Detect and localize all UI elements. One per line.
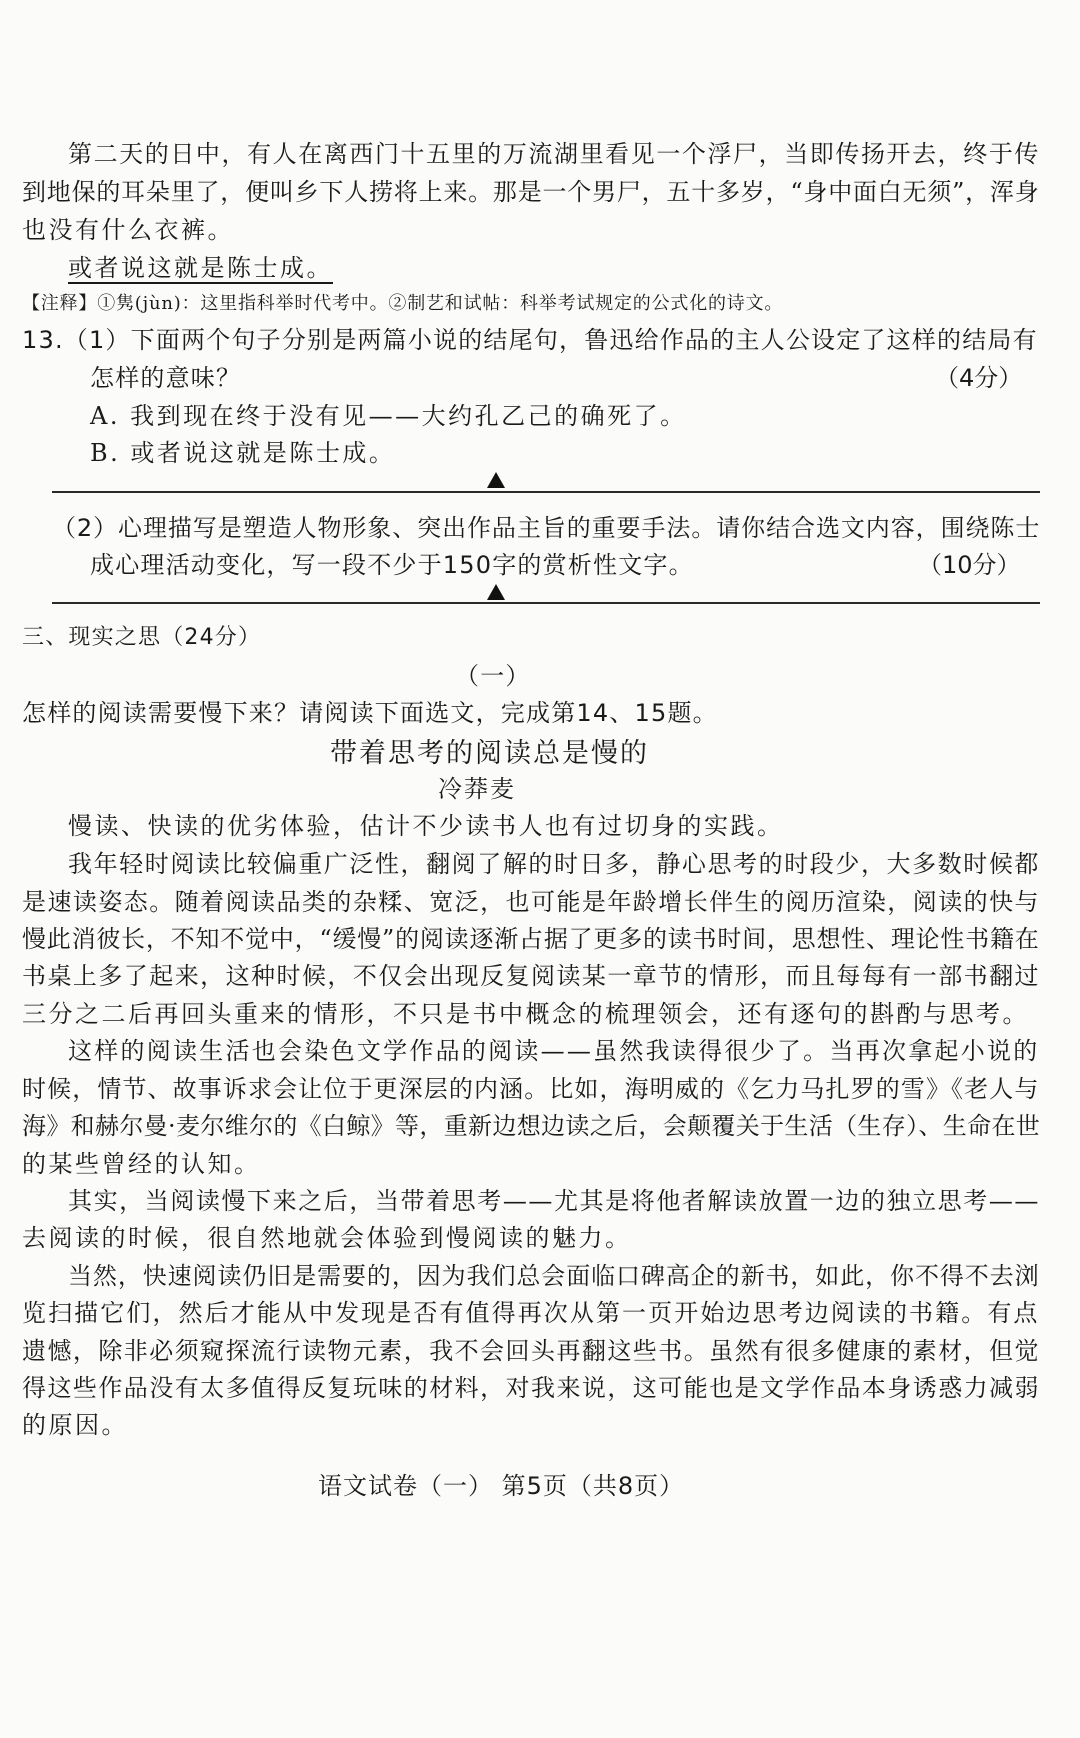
article-line-11: 其实，当阅读慢下来之后，当带着思考——尤其是将他者解读放置一边的独立思考—— [68, 1187, 1040, 1215]
article-line-2: 我年轻时阅读比较偏重广泛性，翻阅了解的时日多，静心思考的时段少，大多数时候都 [68, 850, 1040, 878]
passage1-line-4: 或者说这就是陈士成。 [68, 254, 333, 282]
section3-subheading: （一） [455, 662, 531, 690]
answer-line-2 [52, 602, 1040, 604]
page-footer: 语文试卷（一） 第5页（共8页） [318, 1472, 685, 1500]
q13-option-b: B. 或者说这就是陈士成。 [90, 439, 396, 467]
article-line-1: 慢读、快读的优劣体验，估计不少读书人也有过切身的实践。 [68, 812, 784, 840]
article-line-14: 览扫描它们，然后才能从中发现是否有值得再次从第一页开始边思考边阅读的书籍。有点 [22, 1299, 1040, 1327]
q13-part1-line-2: 怎样的意味？ [90, 364, 242, 392]
article-line-16: 得这些作品没有太多值得反复玩味的材料，对我来说，这可能也是文学作品本身诱惑力减弱 [22, 1374, 1040, 1402]
article-line-7: 这样的阅读生活也会染色文学作品的阅读——虽然我读得很少了。当再次拿起小说的 [68, 1037, 1040, 1065]
article-line-17: 的原因。 [22, 1411, 128, 1439]
answer-line-1 [52, 491, 1040, 493]
article-title: 带着思考的阅读总是慢的 [330, 738, 649, 769]
q13-part1-score: （4分） [935, 364, 1023, 392]
q13-part2-line-1: （2）心理描写是塑造人物形象、突出作品主旨的重要手法。请你结合选文内容，围绕陈士 [52, 514, 1041, 542]
article-line-10: 的某些曾经的认知。 [22, 1150, 261, 1178]
passage1-line-1: 第二天的日中，有人在离西门十五里的万流湖里看见一个浮尸，当即传扬开去，终于传 [68, 140, 1040, 168]
section3-intro: 怎样的阅读需要慢下来？请阅读下面选文，完成第14、15题。 [22, 699, 718, 727]
section3-heading: 三、现实之思（24分） [22, 625, 262, 650]
article-line-8: 时候，情节、故事诉求会让位于更深层的内涵。比如，海明威的《乞力马扎罗的雪》《老人与 [22, 1075, 1040, 1103]
article-line-4: 慢此消彼长，不知不觉中，“缓慢”的阅读逐渐占据了更多的读书时间，思想性、理论性书籍在 [22, 925, 1040, 953]
article-line-5: 书桌上多了起来，这种时候，不仅会出现反复阅读某一章节的情形，而且每每有一部书翻过 [22, 962, 1040, 990]
passage1-line-3: 也没有什么衣裤。 [22, 216, 234, 244]
article-line-13: 当然，快速阅读仍旧是需要的，因为我们总会面临口碑高企的新书，如此，你不得不去浏 [68, 1262, 1040, 1290]
passage1-line-2: 到地保的耳朵里了，便叫乡下人捞将上来。那是一个男尸，五十多岁，“身中面白无须”，浑身 [22, 178, 1040, 206]
article-line-6: 三分之二后再回头重来的情形，不只是书中概念的梳理领会，还有逐句的斟酌与思考。 [22, 1000, 1029, 1028]
article-line-15: 遗憾，除非必须窥探流行读物元素，我不会回头再翻这些书。虽然有很多健康的素材，但觉 [22, 1337, 1040, 1365]
article-line-12: 去阅读的时候，很自然地就会体验到慢阅读的魅力。 [22, 1224, 632, 1252]
article-line-9: 海》和赫尔曼·麦尔维尔的《白鲸》等，重新边想边读之后，会颠覆关于生活（生存）、生命在世 [22, 1112, 1041, 1140]
q13-part2-score: （10分） [918, 551, 1021, 579]
q13-part2-line-2: 成心理活动变化，写一段不少于150字的赏析性文字。 [90, 551, 694, 579]
answer-area-marker-icon [487, 472, 505, 488]
q13-part1-line-1: 13.（1）下面两个句子分别是两篇小说的结尾句，鲁迅给作品的主人公设定了这样的结局有 [22, 326, 1038, 354]
article-author: 冷莽麦 [438, 775, 516, 803]
q13-option-a: A. 我到现在终于没有见——大约孔乙己的确死了。 [90, 402, 687, 430]
passage1-note: 【注释】①隽(jùn)：这里指科举时代考中。②制艺和试帖：科举考试规定的公式化的诗文。 [22, 293, 784, 314]
article-line-3: 是速读姿态。随着阅读品类的杂糅、宽泛，也可能是年龄增长伴生的阅历渲染，阅读的快与 [22, 888, 1040, 916]
answer-area-marker-icon [487, 584, 505, 600]
